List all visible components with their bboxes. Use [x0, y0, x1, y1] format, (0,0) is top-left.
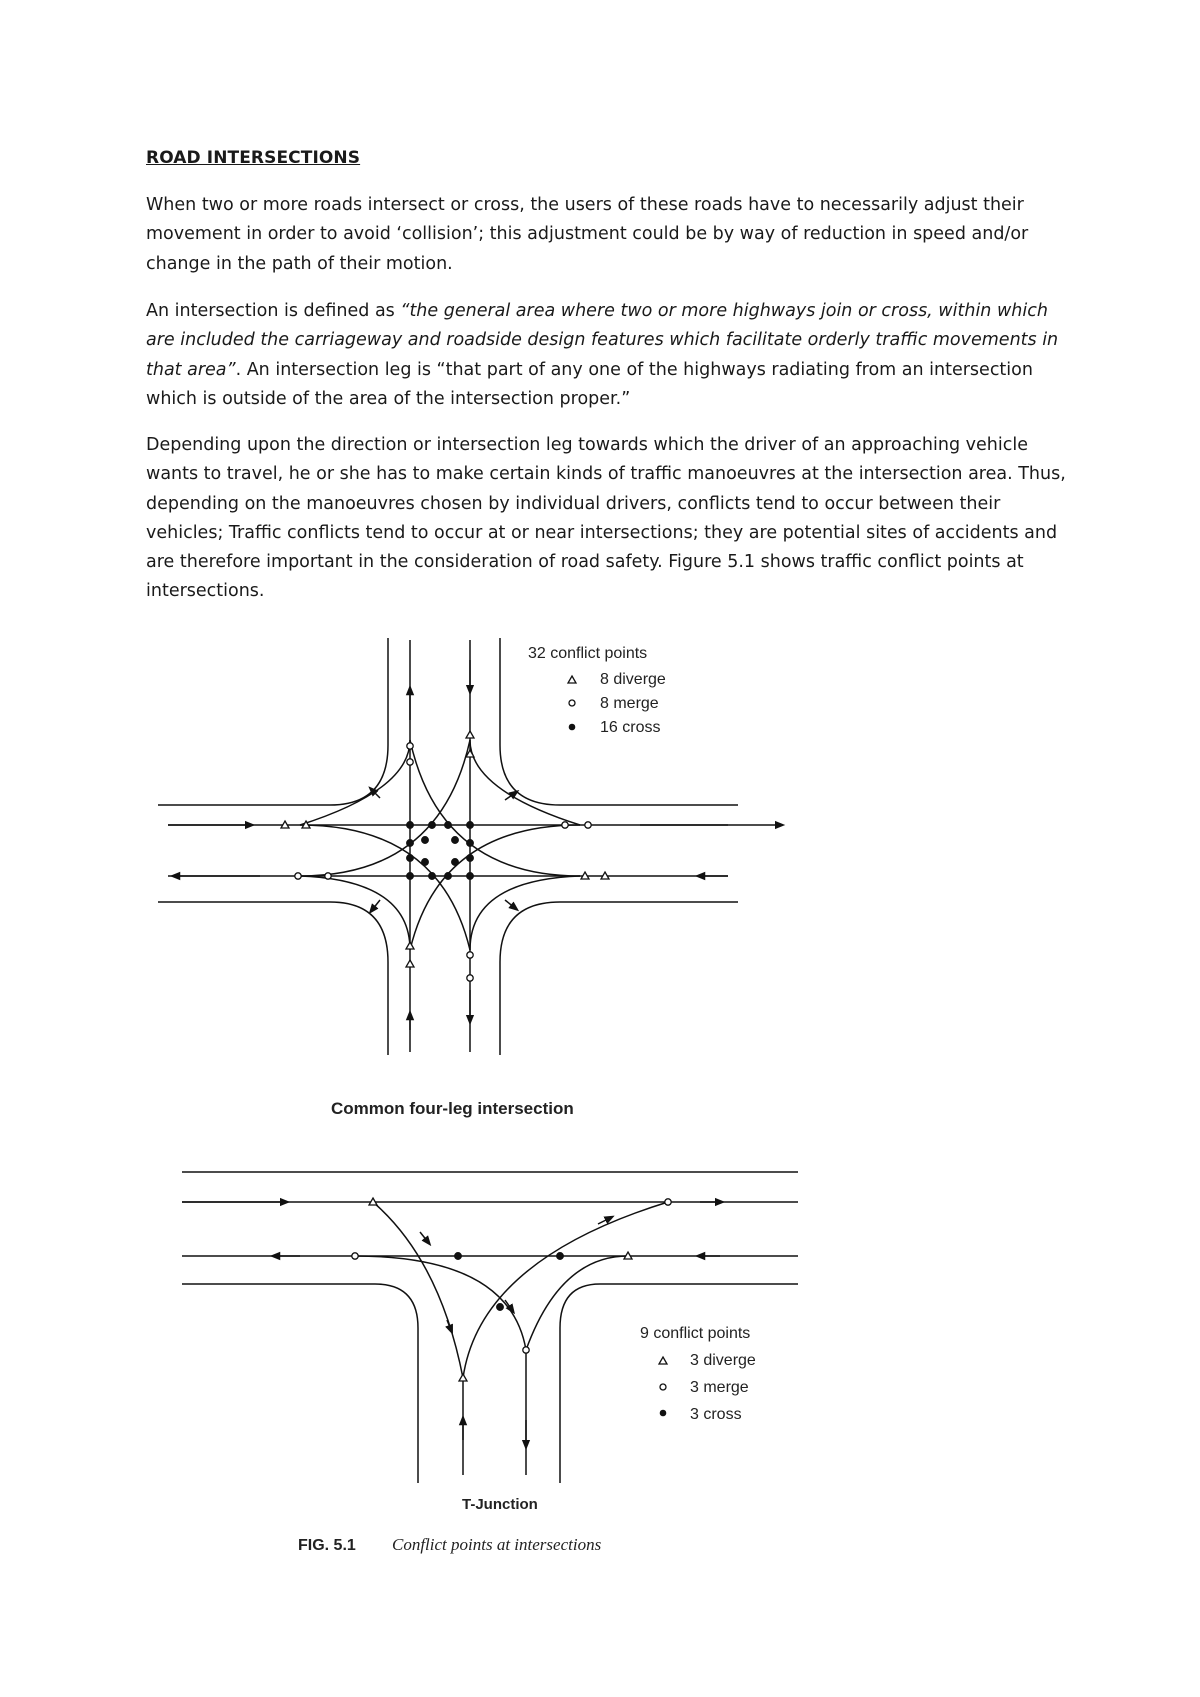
page-title: ROAD INTERSECTIONS — [146, 148, 361, 168]
four-leg-legend-title: 32 conflict points — [528, 645, 648, 662]
four-leg-conflict-markers — [281, 731, 609, 981]
t-junction-caption: T-Junction — [462, 1496, 538, 1513]
t-curb-left — [182, 1284, 418, 1483]
t-cross-label: 3 cross — [690, 1406, 742, 1423]
t-merge-symbol — [660, 1384, 666, 1390]
t-merge-label: 3 merge — [690, 1379, 749, 1396]
four-leg-caption: Common four-leg intersection — [331, 1099, 574, 1118]
paragraph-intro: When two or more roads intersect or cross, the users of these roads have to necessarily adjust their movement in order to avoid ‘collision’; this adjustment could be by way of reduction in speed and/or change in the path of their motion. — [146, 195, 1029, 274]
definition-quote: “the general area where two or more highways join or cross, within which are included the carriageway and roadside design features which facilitate orderly traffic movements in that area” — [146, 301, 1059, 380]
diverge-symbol — [568, 676, 576, 683]
four-leg-diverge-label: 8 diverge — [600, 671, 666, 688]
t-legend-title: 9 conflict points — [640, 1325, 751, 1342]
figure-title: Conflict points at intersections — [392, 1535, 602, 1554]
four-leg-cross-label: 16 cross — [600, 719, 661, 736]
t-junction-legend — [640, 1325, 756, 1423]
paragraph-conflicts: Depending upon the direction or intersection leg towards which the driver of an approaching vehicle wants to travel, he or she has to make certain kinds of traffic manoeuvres at the intersection area. Thus, depending on the manoeuvres chosen by individual drivers, conflicts tend to occur between their vehicles; Traffic conflicts tend to occur at or near intersections; they are potential sites of accidents and are therefore important in the consideration of road safety. Figure 5.1 shows traffic conflict points at intersections. — [146, 435, 1066, 602]
four-leg-merge-label: 8 merge — [600, 695, 659, 712]
t-cross-symbol — [660, 1410, 667, 1417]
definition-tail: . An intersection leg is “that part of any one of the highways radiating from an intersection which is outside of the area of the intersection proper.” — [146, 359, 1033, 409]
curb-bottom-right — [500, 902, 738, 1055]
curb-top-left — [158, 638, 388, 805]
cross-symbol — [569, 724, 576, 731]
figure-number: FIG. 5.1 — [298, 1537, 356, 1554]
t-diverge-symbol — [659, 1357, 667, 1364]
merge-symbol — [569, 700, 575, 706]
t-curb-right — [560, 1284, 798, 1483]
t-diverge-label: 3 diverge — [690, 1352, 756, 1369]
curb-bottom-left — [158, 902, 388, 1055]
definition-lead: An intersection is defined as — [146, 301, 401, 321]
four-leg-legend — [528, 645, 666, 736]
